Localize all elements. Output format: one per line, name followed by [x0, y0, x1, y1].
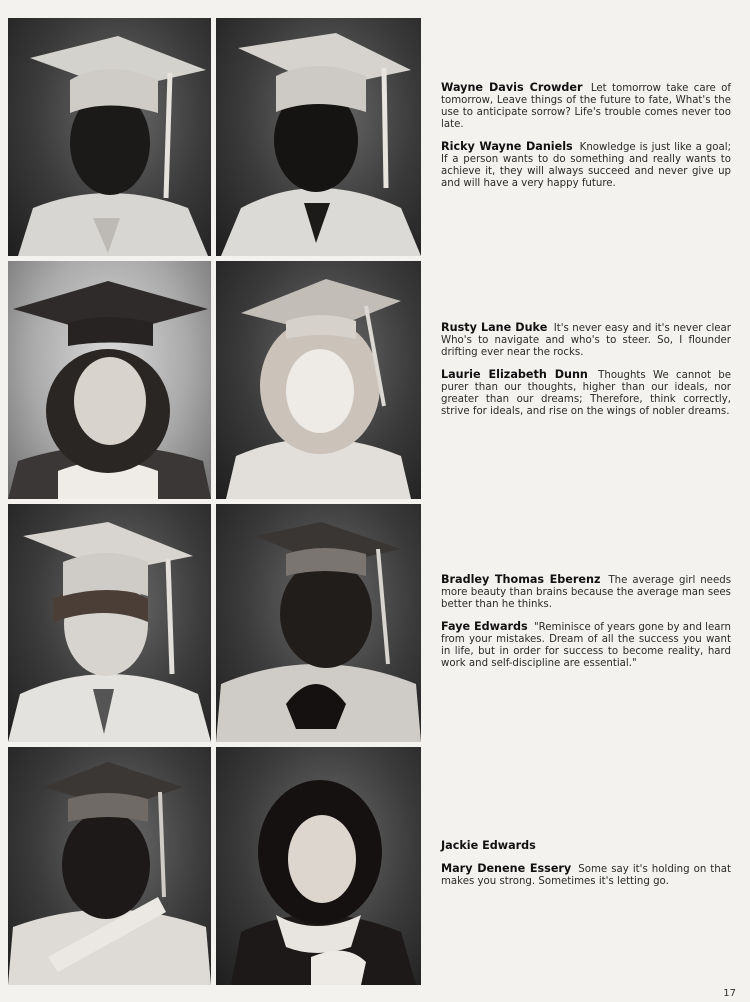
student-quote: Let tomorrow take care of tomorrow, Leave things of the future to fate, What's the use to anticipate sorrow? Life's trouble comes never too late.	[441, 83, 731, 130]
portrait-faye-edwards	[216, 504, 421, 742]
portrait-jackie-edwards	[8, 747, 211, 985]
student-name: Mary Denene Essery	[441, 862, 572, 875]
student-name: Bradley Thomas Eberenz	[441, 573, 601, 586]
portrait-laurie-elizabeth-dunn	[216, 261, 421, 499]
text-block-1	[441, 82, 731, 200]
student-entry	[441, 322, 731, 359]
portrait-bradley-thomas-eberenz	[8, 504, 211, 742]
student-quote: Some say it's holding on that makes you strong. Sometimes it's letting go.	[441, 864, 731, 887]
student-name: Jackie Edwards	[441, 839, 536, 852]
text-block-3	[441, 574, 731, 680]
portrait-grid	[8, 18, 422, 984]
portrait-ricky-wayne-daniels	[216, 18, 421, 256]
student-quote: Knowledge is just like a goal; If a person wants to do something and really wants to achieve it, they will always succeed and never give up and will have a very happy future.	[441, 142, 732, 189]
student-entry	[441, 863, 731, 888]
student-name: Laurie Elizabeth Dunn	[441, 368, 588, 381]
student-entry	[441, 141, 731, 190]
student-entry	[441, 621, 731, 670]
student-entry	[441, 574, 731, 611]
student-entry	[441, 369, 731, 418]
student-name: Ricky Wayne Daniels	[441, 140, 573, 153]
student-name: Faye Edwards	[441, 620, 528, 633]
text-block-4	[441, 840, 731, 898]
student-name: Wayne Davis Crowder	[441, 81, 583, 94]
portrait-wayne-davis-crowder	[8, 18, 211, 256]
student-quote: "Reminisce of years gone by and learn from your mistakes. Dream of all the success you want in life, but in order for success to become reality, hard work and self-discipline are essential."	[441, 622, 731, 669]
student-quote: The average girl needs more beauty than brains because the average man sees better than he thinks.	[441, 575, 731, 610]
student-entry	[441, 840, 731, 853]
student-entry	[441, 82, 731, 131]
portrait-mary-denene-essery	[216, 747, 421, 985]
student-quote: It's never easy and it's never clear Who's to navigate and who's to steer. So, I flounder drifting ever near the rocks.	[441, 323, 731, 358]
text-block-2	[441, 322, 731, 428]
student-quote: Thoughts We cannot be purer than our thoughts, higher than our ideals, nor greater than our dreams; Therefore, think correctly, strive for ideals, and rise on the wings of nobler dreams.	[441, 370, 731, 417]
page-number: 17	[723, 988, 736, 999]
portrait-rusty-lane-duke	[8, 261, 211, 499]
student-name: Rusty Lane Duke	[441, 321, 548, 334]
